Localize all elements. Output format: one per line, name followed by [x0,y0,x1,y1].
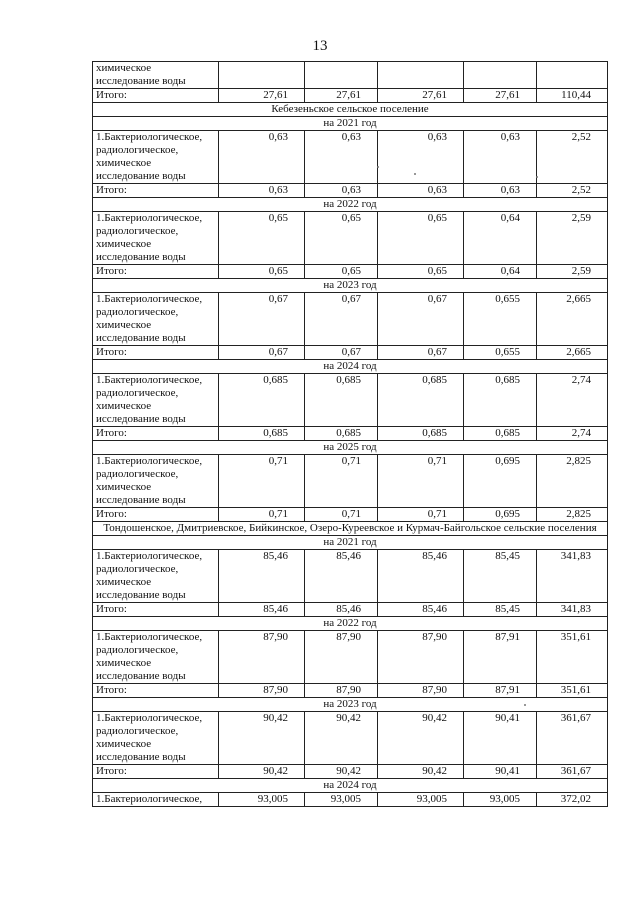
item-label: 1.Бактериологическое, радиологическое, химическое исследование воды [93,550,219,603]
value-cell: 0,655 [464,293,537,346]
data-row [93,131,608,184]
year-header-row [93,360,608,374]
value-cell: 0,695 [464,508,537,522]
scan-speck [536,176,538,178]
total-row [93,265,608,279]
value-cell: 0,71 [378,455,464,508]
total-label: Итого: [93,184,219,198]
value-cell: 0,67 [219,293,305,346]
value-cell: 2,825 [537,508,608,522]
item-label: 1.Бактериологическое, радиологическое, химическое исследование воды [93,212,219,265]
value-cell: 372,02 [537,793,608,807]
value-cell: 0,71 [219,508,305,522]
value-cell: 0,65 [305,265,378,279]
year-label: на 2023 год [93,279,608,293]
value-cell: 0,685 [378,427,464,441]
year-label: на 2025 год [93,441,608,455]
item-label: 1.Бактериологическое, радиологическое, химическое исследование воды [93,712,219,765]
total-label: Итого: [93,765,219,779]
value-cell: 0,63 [464,131,537,184]
data-row [93,631,608,684]
value-cell: 87,90 [305,684,378,698]
value-cell: 0,65 [378,212,464,265]
value-cell: 90,41 [464,712,537,765]
year-label: на 2022 год [93,617,608,631]
value-cell: 27,61 [219,89,305,103]
item-label: 1.Бактериологическое, радиологическое, химическое исследование воды [93,131,219,184]
value-cell: 0,63 [305,184,378,198]
scan-speck [414,173,416,175]
value-cell: 2,52 [537,131,608,184]
value-cell: 87,90 [378,631,464,684]
year-header-row [93,198,608,212]
value-cell: 110,44 [537,89,608,103]
value-cell: 27,61 [378,89,464,103]
value-cell: 0,63 [219,131,305,184]
value-cell: 85,46 [219,550,305,603]
page-number: 13 [312,38,328,54]
item-label: 1.Бактериологическое, радиологическое, химическое исследование воды [93,374,219,427]
value-cell: 0,65 [219,212,305,265]
value-cell: 0,67 [378,293,464,346]
item-label: 1.Бактериологическое, [93,793,219,807]
value-cell: 90,42 [378,712,464,765]
total-label: Итого: [93,603,219,617]
value-cell: 361,67 [537,765,608,779]
value-cell: 2,59 [537,212,608,265]
value-cell: 87,90 [378,684,464,698]
value-cell: 0,67 [305,346,378,360]
year-header-row [93,117,608,131]
value-cell: 90,42 [305,712,378,765]
scan-speck [377,166,379,168]
value-cell: 0,65 [305,212,378,265]
value-cell: 2,665 [537,346,608,360]
section-title: Тондошенское, Дмитриевское, Бийкинское, Озеро-Куреевское и Курмач-Байгольское сельские поселения [93,522,608,536]
year-header-row [93,779,608,793]
value-cell: 0,65 [219,265,305,279]
value-cell: 90,42 [219,712,305,765]
value-cell: 0,67 [305,293,378,346]
value-cell: 341,83 [537,550,608,603]
value-cell: 0,67 [378,346,464,360]
data-row [93,212,608,265]
year-header-row [93,441,608,455]
value-cell: 0,685 [305,427,378,441]
value-cell: 93,005 [219,793,305,807]
total-label: Итого: [93,427,219,441]
item-label: 1.Бактериологическое, радиологическое, химическое исследование воды [93,631,219,684]
value-cell: 2,74 [537,427,608,441]
section-header-row [93,522,608,536]
total-row [93,603,608,617]
value-cell: 351,61 [537,631,608,684]
total-row [93,508,608,522]
value-cell: 85,46 [378,603,464,617]
value-cell: 87,91 [464,631,537,684]
value-cell: 0,64 [464,212,537,265]
year-label: на 2024 год [93,779,608,793]
item-label: химическое исследование воды [93,62,219,89]
total-label: Итого: [93,346,219,360]
value-cell: 85,45 [464,550,537,603]
value-cell: 27,61 [464,89,537,103]
total-row [93,427,608,441]
value-cell: 0,71 [219,455,305,508]
data-row [93,712,608,765]
continuation-row [93,62,608,89]
value-cell: 87,90 [219,684,305,698]
value-cell: 2,59 [537,265,608,279]
value-cell: 93,005 [464,793,537,807]
value-cell: 0,64 [464,265,537,279]
value-cell: 0,685 [464,374,537,427]
value-cell: 87,90 [219,631,305,684]
value-cell: 0,67 [219,346,305,360]
value-cell: 90,42 [378,765,464,779]
value-cell: 85,46 [305,550,378,603]
budget-table [92,61,608,807]
value-cell: 87,90 [305,631,378,684]
value-cell: 2,665 [537,293,608,346]
value-cell: 85,46 [305,603,378,617]
total-row [93,346,608,360]
value-cell: 0,685 [305,374,378,427]
value-cell: 0,655 [464,346,537,360]
value-cell: 90,42 [305,765,378,779]
year-header-row [93,698,608,712]
scan-speck [524,704,526,706]
value-cell: 341,83 [537,603,608,617]
item-label: 1.Бактериологическое, радиологическое, химическое исследование воды [93,293,219,346]
value-cell: 0,71 [378,508,464,522]
total-row [93,184,608,198]
value-cell: 351,61 [537,684,608,698]
total-label: Итого: [93,89,219,103]
value-cell: 0,685 [378,374,464,427]
total-row [93,765,608,779]
value-cell: 27,61 [305,89,378,103]
data-row [93,550,608,603]
value-cell: 93,005 [378,793,464,807]
value-cell: 361,67 [537,712,608,765]
value-cell: 85,45 [464,603,537,617]
section-header-row [93,103,608,117]
value-cell: 2,74 [537,374,608,427]
year-header-row [93,279,608,293]
value-cell: 0,685 [219,374,305,427]
value-cell: 0,685 [464,427,537,441]
data-row [93,455,608,508]
value-cell: 90,41 [464,765,537,779]
value-cell: 85,46 [219,603,305,617]
value-cell: 0,63 [378,184,464,198]
value-cell: 0,71 [305,508,378,522]
value-cell: 0,685 [219,427,305,441]
value-cell: 85,46 [378,550,464,603]
value-cell: 0,695 [464,455,537,508]
data-row [93,293,608,346]
value-cell: 2,52 [537,184,608,198]
value-cell: 87,91 [464,684,537,698]
item-label: 1.Бактериологическое, радиологическое, химическое исследование воды [93,455,219,508]
year-header-row [93,536,608,550]
year-label: на 2024 год [93,360,608,374]
value-cell: 0,63 [378,131,464,184]
data-row [93,374,608,427]
value-cell: 0,63 [305,131,378,184]
value-cell: 0,63 [219,184,305,198]
section-title: Кебезеньское сельское поселение [93,103,608,117]
total-label: Итого: [93,508,219,522]
value-cell: 2,825 [537,455,608,508]
value-cell: 90,42 [219,765,305,779]
year-header-row [93,617,608,631]
year-label: на 2021 год [93,536,608,550]
total-row [93,684,608,698]
total-label: Итого: [93,265,219,279]
total-row [93,89,608,103]
year-label: на 2023 год [93,698,608,712]
data-row [93,793,608,807]
year-label: на 2021 год [93,117,608,131]
value-cell: 0,65 [378,265,464,279]
year-label: на 2022 год [93,198,608,212]
value-cell: 93,005 [305,793,378,807]
value-cell: 0,63 [464,184,537,198]
value-cell: 0,71 [305,455,378,508]
total-label: Итого: [93,684,219,698]
